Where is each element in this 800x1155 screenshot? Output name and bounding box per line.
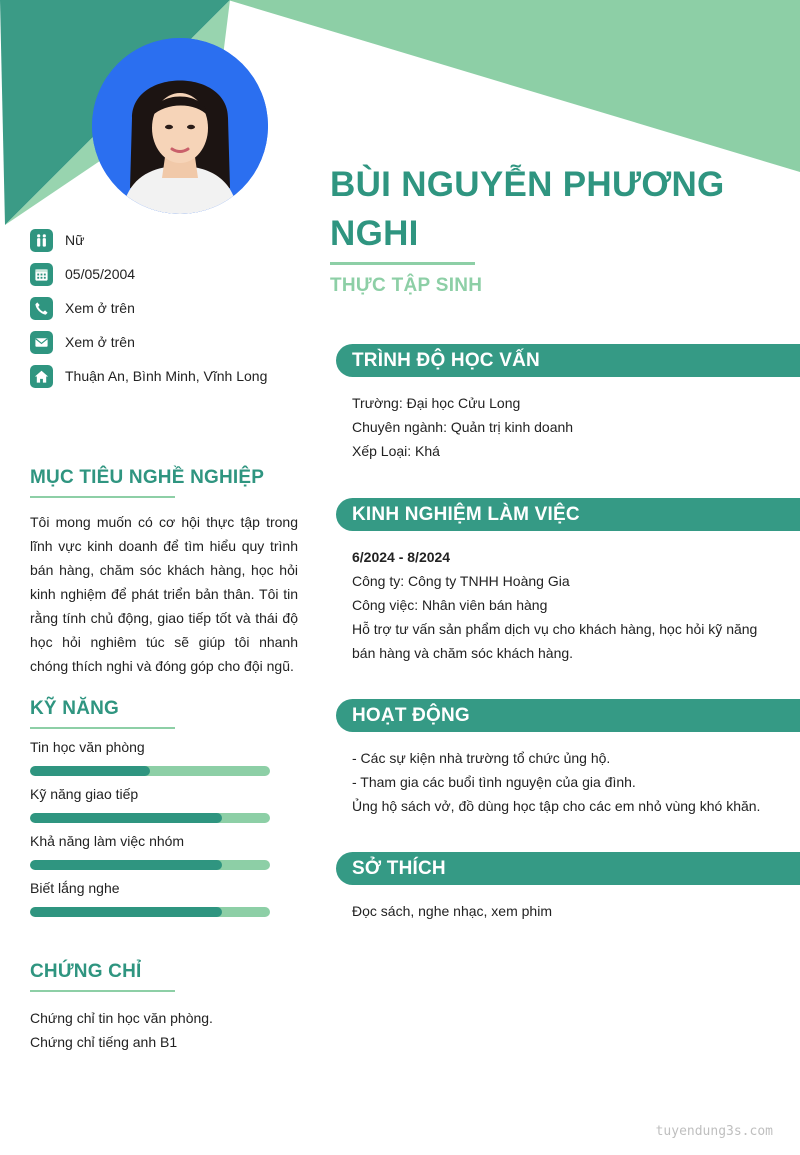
experience-title: KINH NGHIỆM LÀM VIỆC — [336, 498, 800, 531]
contact-text: Thuận An, Bình Minh, Vĩnh Long — [65, 368, 268, 384]
name-block — [330, 160, 770, 297]
skill-item — [30, 786, 298, 823]
contact-gender — [30, 223, 267, 257]
skills-title: KỸ NĂNG — [30, 698, 120, 719]
contact-address — [30, 359, 267, 393]
email-icon — [30, 331, 53, 354]
skill-name: Biết lắng nghe — [30, 880, 120, 896]
education-body — [336, 391, 800, 463]
section-underline — [30, 496, 175, 498]
skill-name: Kỹ năng giao tiếp — [30, 786, 139, 802]
skill-bar — [30, 766, 270, 776]
education-grade: Xếp Loại: Khá — [352, 443, 440, 459]
certificate-item: Chứng chỉ tin học văn phòng. — [30, 1010, 213, 1026]
activities-title: HOẠT ĐỘNG — [336, 699, 800, 732]
experience-period: 6/2024 - 8/2024 — [352, 549, 451, 565]
certificate-item: Chứng chỉ tiếng anh B1 — [30, 1034, 178, 1050]
certificates-title: CHỨNG CHỈ — [30, 961, 142, 982]
skill-item — [30, 833, 298, 870]
activity-item: Ủng hộ sách vở, đồ dùng học tập cho các em nhỏ vùng khó khăn. — [352, 798, 761, 814]
section-underline — [30, 727, 175, 729]
certificate-list — [30, 1006, 298, 1054]
education-section — [336, 344, 800, 463]
contact-phone — [30, 291, 267, 325]
hobbies-title: SỞ THÍCH — [336, 852, 800, 885]
skill-bar-fill — [30, 813, 222, 823]
calendar-icon — [30, 263, 53, 286]
job-title: THỰC TẬP SINH — [330, 275, 483, 296]
experience-company: Công ty: Công ty TNHH Hoàng Gia — [352, 573, 570, 589]
hobbies-section — [336, 852, 800, 923]
objective-section — [30, 467, 298, 678]
activity-item: - Tham gia các buổi tình nguyện của gia đình. — [352, 774, 636, 790]
skill-bar-fill — [30, 766, 150, 776]
skill-bar-fill — [30, 860, 222, 870]
activities-section — [336, 699, 800, 818]
objective-text: Tôi mong muốn có cơ hội thực tập trong lĩnh vực kinh doanh để tìm hiểu quy trình bán hàng, chăm sóc khách hàng, học hỏi kinh nghiệm để phát triển bản thân. Tôi tin rằng tính chủ động, giao tiếp tốt và thái độ học hỏi nghiêm túc sẽ giúp tôi nhanh chóng thích nghi và đóng góp cho đội ngũ. — [30, 514, 298, 674]
contact-email — [30, 325, 267, 359]
contact-text: 05/05/2004 — [65, 266, 136, 282]
education-title: TRÌNH ĐỘ HỌC VẤN — [336, 344, 800, 377]
home-icon — [30, 365, 53, 388]
skills-section — [30, 698, 298, 917]
name-underline — [330, 262, 475, 265]
skill-name: Khả năng làm việc nhóm — [30, 833, 185, 849]
full-name — [330, 160, 770, 258]
hobbies-body — [336, 899, 800, 923]
experience-description: Hỗ trợ tư vấn sản phẩm dịch vụ cho khách hàng, học hỏi kỹ năng bán hàng và chăm sóc khách hàng. — [352, 621, 758, 661]
skill-item — [30, 880, 298, 917]
watermark: tuyendung3s.com — [655, 1124, 773, 1139]
profile-photo — [92, 38, 268, 214]
contact-list — [30, 223, 267, 393]
certificates-section — [30, 961, 298, 1054]
education-school: Trường: Đại học Cửu Long — [352, 395, 521, 411]
skill-bar — [30, 860, 270, 870]
skill-bar — [30, 907, 270, 917]
contact-birthday — [30, 257, 267, 291]
contact-text: Nữ — [65, 232, 85, 248]
objective-title: MỤC TIÊU NGHỀ NGHIỆP — [30, 467, 265, 488]
skill-bar-fill — [30, 907, 222, 917]
education-major: Chuyên ngành: Quản trị kinh doanh — [352, 419, 574, 435]
skill-bar — [30, 813, 270, 823]
phone-icon — [30, 297, 53, 320]
gender-icon — [30, 229, 53, 252]
section-underline — [30, 990, 175, 992]
skill-name: Tin học văn phòng — [30, 739, 145, 755]
activity-item: - Các sự kiện nhà trường tổ chức ủng hộ. — [352, 750, 611, 766]
name-line-2: NGHI — [330, 214, 419, 253]
contact-text: Xem ở trên — [65, 300, 135, 316]
name-line-1: BÙI NGUYỄN PHƯƠNG — [330, 165, 725, 204]
experience-position: Công việc: Nhân viên bán hàng — [352, 597, 548, 613]
contact-text: Xem ở trên — [65, 334, 135, 350]
activities-body — [336, 746, 800, 818]
skill-item — [30, 739, 298, 776]
experience-body — [336, 545, 800, 665]
hobbies-text: Đọc sách, nghe nhạc, xem phim — [352, 903, 552, 919]
experience-section — [336, 498, 800, 665]
